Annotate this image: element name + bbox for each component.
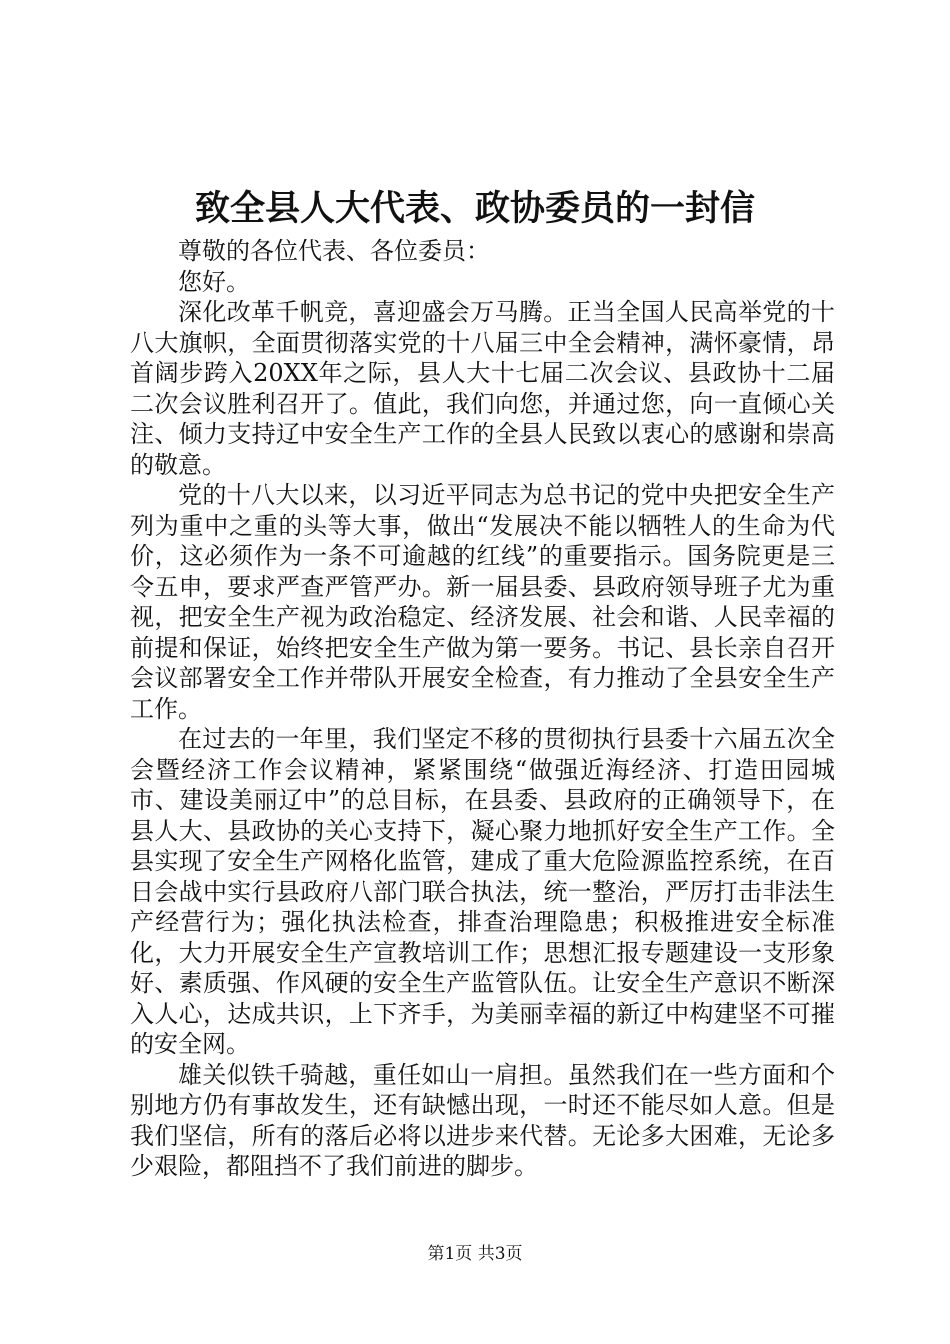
paragraph-4: 雄关似铁千骑越，重任如山一肩担。虽然我们在一些方面和个别地方仍有事故发生，还有缺憾出现，一时还不能尽如人意。但是我们坚信，所有的落后必将以进步来代替。无论多大困难，无论多少艰险，都阻挡不了我们前进的脚步。: [130, 1060, 835, 1180]
document-body: [130, 236, 835, 1182]
page-number-footer: 第1页 共3页: [427, 1244, 523, 1264]
document-title: 致全县人大代表、政协委员的一封信: [194, 188, 755, 229]
salutation: 尊敬的各位代表、各位委员：: [178, 237, 490, 265]
paragraph-2: 党的十八大以来，以习近平同志为总书记的党中央把安全生产列为重中之重的头等大事，做出“发展决不能以牺牲人的生命为代价，这必须作为一条不可逾越的红线”的重要指示。国务院更是三令五申，要求严查严管严办。新一届县委、县政府领导班子尤为重视，把安全生产视为政治稳定、经济发展、社会和谐、人民幸福的前提和保证，始终把安全生产做为第一要务。书记、县长亲自召开会议部署安全工作并带队开展安全检查，有力推动了全县安全生产工作。: [130, 481, 835, 723]
paragraph-3: 在过去的一年里，我们坚定不移的贯彻执行县委十六届五次全会暨经济工作会议精神，紧紧围绕“做强近海经济、打造田园城市、建设美丽辽中”的总目标，在县委、县政府的正确领导下，在县人大、县政协的关心支持下，凝心聚力地抓好安全生产工作。全县实现了安全生产网格化监管，建成了重大危险源监控系统，在百日会战中实行县政府八部门联合执法，统一整治，严厉打击非法生产经营行为；强化执法检查，排查治理隐患；积极推进安全标准化，大力开展安全生产宣教培训工作；思想汇报专题建设一支形象好、素质强、作风硬的安全生产监管队伍。让安全生产意识不断深入人心，达成共识，上下齐手，为美丽幸福的新辽中构建坚不可摧的安全网。: [130, 725, 835, 1058]
paragraph-1: 深化改革千帆竞，喜迎盛会万马腾。正当全国人民高举党的十八大旗帜，全面贯彻落实党的十八届三中全会精神，满怀豪情，昂首阔步跨入20XX年之际，县人大十七届二次会议、县政协十二届二次会议胜利召开了。值此，我们向您，并通过您，向一直倾心关注、倾力支持辽中安全生产工作的全县人民致以衷心的感谢和崇高的敬意。: [130, 298, 835, 479]
greeting: 您好。: [178, 267, 250, 296]
